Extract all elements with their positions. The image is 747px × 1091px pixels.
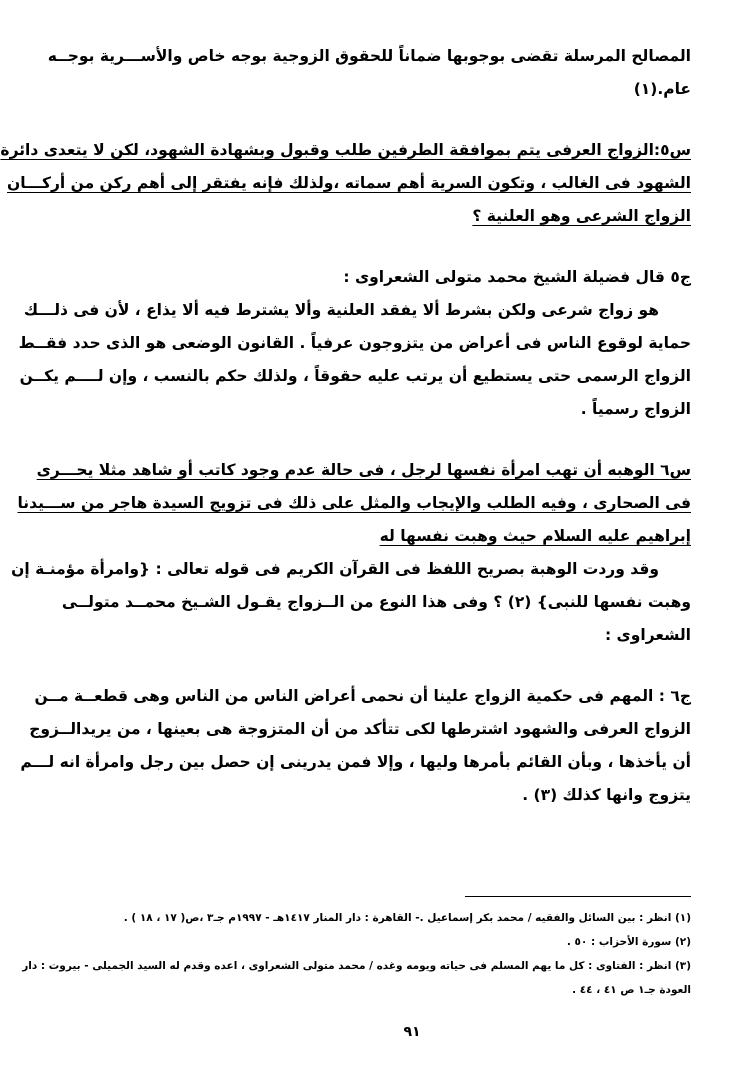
page-body [0, 40, 691, 812]
paragraph-intro [47, 40, 691, 106]
answer-line: حماية لوقوع الناس فى أعراض من يتزوجون عرفياً . القانون الوضعى هو الذى حدد فقــط [18, 334, 691, 352]
question-line: س٥:الزواج العرفى يتم بموافقة الطرفين طلب وقبول وبشهادة الشهود، لكن لا يتعدى دائرة [0, 141, 691, 159]
footnote-3-cont: العودة جـ١ ص ٤١ ، ٤٤ . [572, 984, 691, 996]
question-line: الشهود فى الغالب ، وتكون السرية أهم سماته ،ولذلك فإنه يفتقر إلى أهم ركن من أركـــان [7, 174, 691, 192]
answer-5 [18, 261, 691, 426]
question-line: فى الصحارى ، وفيه الطلب والإيجاب والمثل على ذلك فى تزويج السيدة هاجر من ســـيدنا [17, 494, 691, 512]
footnote-3: (٣) انظر : الفتاوى : كل ما يهم المسلم فى حياته ويومه وغده / محمد متولى الشعراوى ، اعده وقدم له السيد الجميلى - بيروت : دار [22, 960, 691, 972]
answer-line: أن يأخذها ، وبأن القائم بأمرها وليها ، وإلا فمن يدرينى إن حصل بين رجل وامرأة انه لـــم [20, 753, 691, 771]
question-line-text: إبراهيم عليه السلام حيث وهبت نفسها له [379, 527, 691, 545]
answer-line: الزواج العرفى والشهود اشترطها لكى تتأكد من أن المتزوجة هى بعينها ، من يريدالــزوج [29, 720, 691, 738]
question-line [119, 200, 691, 233]
footnotes [22, 906, 691, 1002]
text-line: المصالح المرسلة تقضى بوجوبها ضماناً للحقوق الزوجية بوجه خاص والأســـرية بوجــه [47, 47, 691, 65]
answer-6 [20, 680, 691, 812]
question-line: وقد وردت الوهبة بصريح اللفظ فى القرآن الكريم فى قوله تعالى : {وامرأة مؤمنـة إن [11, 560, 659, 578]
answer-line: هو زواج شرعى ولكن بشرط ألا يفقد العلنية وألا يشترط فيه ألا يذاع ، لأن فى ذلـــك [23, 301, 659, 319]
question-line: وهبت نفسها للنبى} (٢) ؟ وفى هذا النوع من الــزواج يقـول الشـيخ محمــد متولــى [61, 593, 691, 611]
page-number: ٩١ [403, 1024, 421, 1040]
question-6 [11, 454, 691, 652]
question-line: الشعراوى : [604, 626, 691, 644]
question-line [119, 520, 691, 553]
question-line: س٦ الوهبه أن تهب امرأة نفسها لرجل ، فى حالة عدم وجود كاتب أو شاهد مثلا يحـــرى [36, 461, 691, 479]
answer-line: الزواج رسمياً . [580, 400, 691, 418]
answer-title: ج٥ قال فضيلة الشيخ محمد متولى الشعراوى : [343, 268, 691, 286]
question-5 [0, 134, 691, 233]
footnote-divider [465, 896, 691, 897]
answer-line: الزواج الرسمى حتى يستطيع أن يرتب عليه حقوقاً ، ولذلك حكم بالنسب ، وإن لــــم يكــن [19, 367, 691, 385]
answer-line: ج٦ : المهم فى حكمية الزواج علينا أن نحمى أعراض الناس من الناس وهى قطعــة مــن [34, 687, 691, 705]
question-line-text: الزواج الشرعى وهو العلنية ؟ [472, 207, 691, 225]
text-line: عام.(١) [633, 80, 691, 98]
footnote-1: (١) انظر : بين السائل والفقيه / محمد بكر إسماعيل .- القاهرة : دار المنار ١٤١٧هـ - ١٩٩٧م جـ٣ ،ص( ١٧ ، ١٨ ) . [123, 912, 691, 924]
footnote-2: (٢) سورة الأحزاب : ٥٠ . [566, 936, 691, 948]
answer-line: يتزوج وانها كذلك (٣) . [522, 786, 691, 804]
